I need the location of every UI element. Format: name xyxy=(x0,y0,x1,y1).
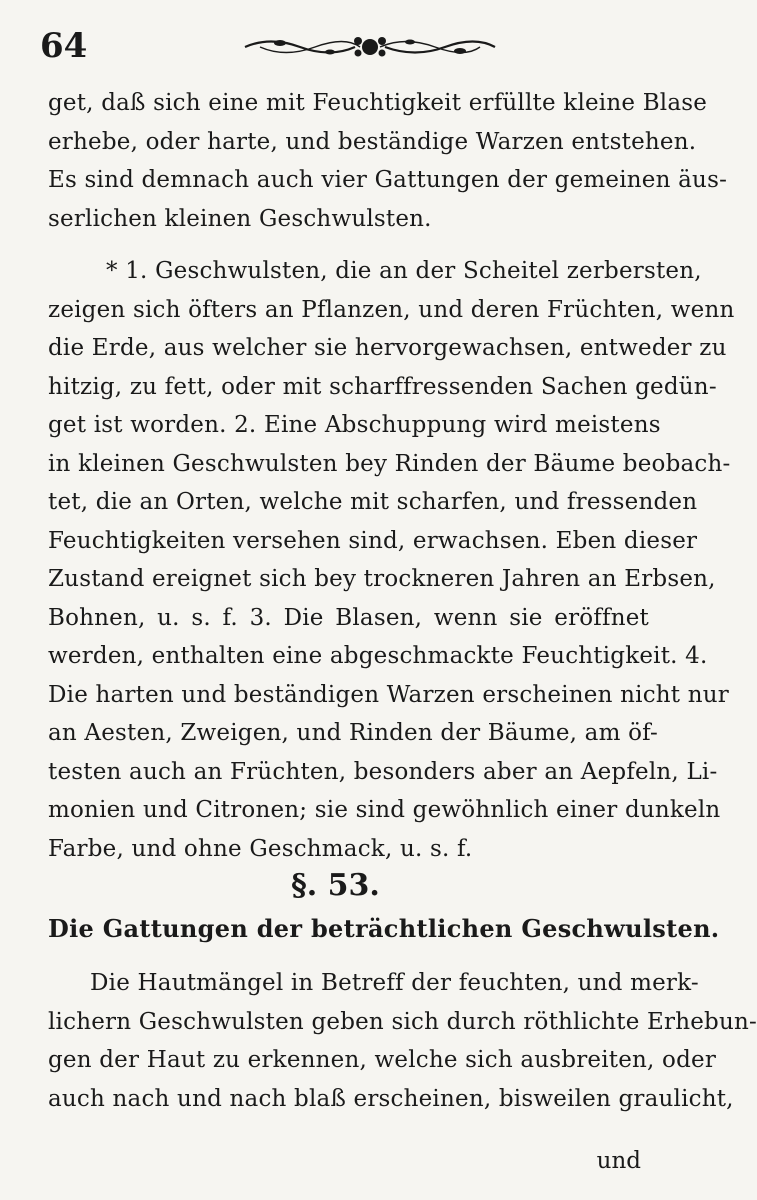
text-line: an Aesten, Zweigen, und Rinden der Bäume, am öf- xyxy=(48,720,659,746)
page-number: 64 xyxy=(40,26,88,66)
text-line: werden, enthalten eine abgeschmackte Feuchtigkeit. 4. xyxy=(48,643,708,669)
text-line: gen der Haut zu erkennen, welche sich ausbreiten, oder xyxy=(48,1047,717,1073)
text-line: erhebe, oder harte, und beständige Warzen entstehen. xyxy=(48,128,697,155)
text-line: Die Hautmängel in Betreff der feuchten, und merk- xyxy=(90,970,699,996)
text-line: zeigen sich öfters an Pflanzen, und deren Früchten, wenn xyxy=(48,296,735,323)
text-line: Farbe, und ohne Geschmack, u. s. f. xyxy=(48,835,473,862)
text-line: hitzig, zu fett, oder mit scharffressenden Sachen gedün- xyxy=(48,373,717,400)
text-line: die Erde, aus welcher sie hervorgewachsen, entweder zu xyxy=(48,335,727,361)
text-line: serlichen kleinen Geschwulsten. xyxy=(48,205,432,232)
text-line: tet, die an Orten, welche mit scharfen, und fressenden xyxy=(48,489,698,515)
text-line: in kleinen Geschwulsten bey Rinden der Bäume beobach- xyxy=(48,450,731,477)
text-line: auch nach und nach blaß erscheinen, bisweilen graulicht, xyxy=(48,1085,734,1112)
text-line: Bohnen, u. s. f. 3. Die Blasen, wenn sie eröffnet xyxy=(48,604,649,631)
text-line: testen auch an Früchten, besonders aber an Aepfeln, Li- xyxy=(48,758,718,785)
text-line: * 1. Geschwulsten, die an der Scheitel zerbersten, xyxy=(106,258,702,284)
text-line: get ist worden. 2. Eine Abschuppung wird meistens xyxy=(48,412,661,438)
catchword: und xyxy=(596,1148,641,1174)
paragraph-section-body xyxy=(48,964,757,1118)
paragraph-footnote-types xyxy=(48,252,735,868)
section-title: Die Gattungen der beträchtlichen Geschwulsten. xyxy=(48,914,720,943)
text-line: Feuchtigkeiten versehen sind, erwachsen. Eben dieser xyxy=(48,527,698,554)
text-line: monien und Citronen; sie sind gewöhnlich einer dunkeln xyxy=(48,797,721,823)
text-line: get, daß sich eine mit Feuchtigkeit erfüllte kleine Blase xyxy=(48,90,708,116)
page-header xyxy=(40,22,631,72)
text-line: Es sind demnach auch vier Gattungen der gemeinen äus- xyxy=(48,167,728,193)
section-number: §. 53. xyxy=(291,868,380,903)
text-line: Die harten und beständigen Warzen erscheinen nicht nur xyxy=(48,681,729,708)
paragraph-continuation xyxy=(48,84,728,238)
decorative-vine-ornament-icon xyxy=(240,32,500,62)
text-line: Zustand ereignet sich bey trockneren Jahren an Erbsen, xyxy=(48,566,716,592)
text-line: lichern Geschwulsten geben sich durch röthlichte Erhebun- xyxy=(48,1008,757,1035)
